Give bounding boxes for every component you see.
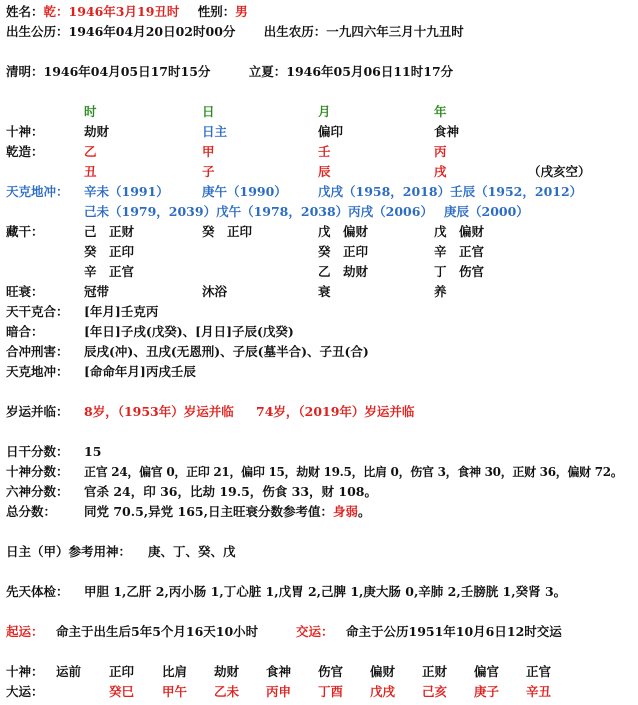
header-month: 月 — [318, 104, 331, 119]
canggan-month-1: 戊 偏财 — [318, 224, 369, 239]
dayun-label: 大运： — [6, 684, 44, 699]
liushen-label: 六神分数： — [6, 484, 69, 499]
birth-line — [6, 24, 464, 40]
dayun-6: 戊戌 — [370, 684, 396, 699]
canggan-day-1: 癸 正印 — [202, 224, 253, 239]
dayun-shishen-7: 正财 — [422, 664, 448, 679]
shishen-month: 偏印 — [318, 124, 344, 139]
total-line — [84, 504, 370, 520]
canggan-year-2: 辛 正官 — [434, 244, 485, 259]
name-label: 姓名： — [6, 4, 44, 19]
branch-hour: 丑 — [84, 164, 97, 179]
dayun-8: 庚子 — [474, 684, 500, 699]
tkdc-row2-b: 庚辰（2000） — [444, 204, 529, 219]
wangshuai-day: 沐浴 — [202, 284, 228, 299]
total-result: 身弱 — [332, 504, 358, 519]
tijian-label: 先天体检： — [6, 584, 69, 599]
tkdc2-value: [命命年月]丙戌壬辰 — [84, 364, 196, 379]
qianzao-label: 乾造： — [6, 144, 44, 159]
canggan-hour-2: 癸 正印 — [84, 244, 135, 259]
qiyun-value: 命主于出生后5年5个月16天10小时 — [56, 624, 259, 639]
tijian-value: 甲胆 1,乙肝 2,丙小肠 1,丁心脏 1,戊胃 2,己脾 1,庚大肠 0,辛肺 2,壬膀胱 1,癸肾 3。 — [84, 584, 567, 599]
dayun-shishen-label: 十神： — [6, 664, 44, 679]
dayun-7: 己亥 — [422, 684, 448, 699]
qingming-label: 清明： — [6, 64, 44, 79]
branch-day: 子 — [202, 164, 215, 179]
shishen-hour: 劫财 — [84, 124, 110, 139]
total-end: 。 — [357, 504, 371, 519]
gender-label: 性别： — [197, 4, 236, 19]
yongshen-label: 日主（甲）参考用神： — [6, 544, 132, 559]
name-value: 乾：1946年3月19丑时 — [43, 4, 180, 19]
canggan-year-1: 戊 偏财 — [434, 224, 485, 239]
shishen-day: 日主 — [202, 124, 228, 139]
suiyun-value-1: 8岁，（1953年）岁运并临 — [84, 404, 234, 419]
total-value: 同党 70.5,异党 165,日主旺衰分数参考值： — [84, 504, 333, 519]
wangshuai-hour: 冠带 — [84, 284, 110, 299]
anhe-value: [年日]子戌(戊癸)、[月日]子辰(戊癸) — [84, 324, 294, 339]
total-label: 总分数： — [6, 504, 57, 519]
dayun-9: 辛丑 — [526, 684, 552, 699]
jiaoyun-value: 命主于公历1951年10月6日12时交运 — [346, 624, 562, 639]
canggan-hour-1: 己 正财 — [84, 224, 135, 239]
canggan-month-2: 癸 正印 — [318, 244, 369, 259]
tkdc-row2-a: 己未（1979，2039）戊午（1978，2038）丙戌（2006） — [84, 204, 433, 219]
dayun-5: 丁酉 — [318, 684, 344, 699]
tkdc-month-year: 戊戌（1958，2018）壬辰（1952，2012） — [318, 184, 583, 199]
jieqi-line — [6, 64, 453, 80]
hehe-value: 辰戌(冲)、丑戌(无恩刑)、子辰(墓半合)、子丑(合) — [84, 344, 369, 359]
tiangan-value: [年月]壬克丙 — [84, 304, 159, 319]
dayun-shishen-3: 劫财 — [214, 664, 240, 679]
dayun-shishen-9: 正官 — [526, 664, 552, 679]
dayun-shishen-5: 伤官 — [318, 664, 344, 679]
qiyun-label: 起运： — [6, 624, 44, 639]
dayun-shishen-4: 食神 — [266, 664, 292, 679]
hehe-label: 合冲刑害： — [6, 344, 69, 359]
stem-year: 丙 — [434, 144, 447, 159]
canggan-year-3: 丁 伤官 — [434, 264, 485, 279]
dayun-shishen-1: 正印 — [109, 664, 135, 679]
header-year: 年 — [434, 104, 447, 119]
liushen-value: 官杀 24，印 36，比劫 19.5，伤食 33，财 108。 — [84, 484, 377, 499]
lunar-label: 出生农历： — [263, 24, 327, 39]
stem-month: 壬 — [318, 144, 331, 159]
wangshuai-year: 养 — [434, 284, 447, 299]
dayun-4: 丙申 — [266, 684, 292, 699]
tiangan-label: 天干克合： — [6, 304, 69, 319]
branch-month: 辰 — [318, 164, 331, 179]
shishen-score-value: 正官 24，偏官 0，正印 21，偏印 15，劫财 19.5，比肩 0，伤官 3，食神 30，正财 36，偏财 72。 — [84, 465, 623, 479]
suiyun-value-2: 74岁，（2019年）岁运并临 — [256, 404, 415, 419]
solar-value: 1946年04月20日02时00分 — [68, 24, 236, 39]
kongwang: （戌亥空） — [528, 164, 591, 179]
dayun-shishen-6: 偏财 — [370, 664, 396, 679]
shishen-score-label: 十神分数： — [6, 464, 69, 479]
canggan-label: 藏干： — [6, 224, 44, 239]
anhe-label: 暗合： — [6, 324, 44, 339]
stem-hour: 乙 — [84, 144, 97, 159]
dayun-2: 甲午 — [162, 684, 188, 699]
dayun-1: 癸巳 — [109, 684, 135, 699]
shishen-year: 食神 — [434, 124, 460, 139]
shishen-label: 十神： — [6, 124, 44, 139]
rigan-value: 15 — [84, 444, 102, 459]
stem-day: 甲 — [202, 144, 215, 159]
dayun-3: 乙未 — [214, 684, 240, 699]
wangshuai-month: 衰 — [318, 284, 331, 299]
wangshuai-label: 旺衰： — [6, 284, 44, 299]
canggan-hour-3: 辛 正官 — [84, 264, 135, 279]
lixia-value: 1946年05月06日11时17分 — [286, 64, 454, 79]
dayun-shishen-0: 运前 — [56, 664, 82, 679]
canggan-month-3: 乙 劫财 — [318, 264, 369, 279]
header-day: 日 — [202, 104, 215, 119]
solar-label: 出生公历： — [6, 24, 69, 39]
gender-value: 男 — [235, 4, 248, 19]
branch-year: 戌 — [434, 164, 447, 179]
tkdc-day: 庚午（1990） — [202, 184, 287, 199]
qingming-value: 1946年04月05日17时15分 — [43, 64, 211, 79]
tkdc2-label: 天克地冲： — [6, 364, 69, 379]
jiaoyun-label: 交运： — [296, 624, 334, 639]
suiyun-label: 岁运并临： — [6, 404, 69, 419]
name-line — [6, 4, 248, 20]
dayun-shishen-8: 偏官 — [474, 664, 500, 679]
lixia-label: 立夏： — [248, 64, 287, 79]
tkdc-label: 天克地冲： — [6, 184, 69, 199]
dayun-shishen-2: 比肩 — [162, 664, 188, 679]
lunar-value: 一九四六年三月十九丑时 — [326, 24, 464, 39]
header-hour: 时 — [84, 104, 97, 119]
rigan-label: 日干分数： — [6, 444, 69, 459]
tkdc-hour: 辛未（1991） — [84, 184, 169, 199]
yongshen-value: 庚、丁、癸、戊 — [148, 544, 236, 559]
